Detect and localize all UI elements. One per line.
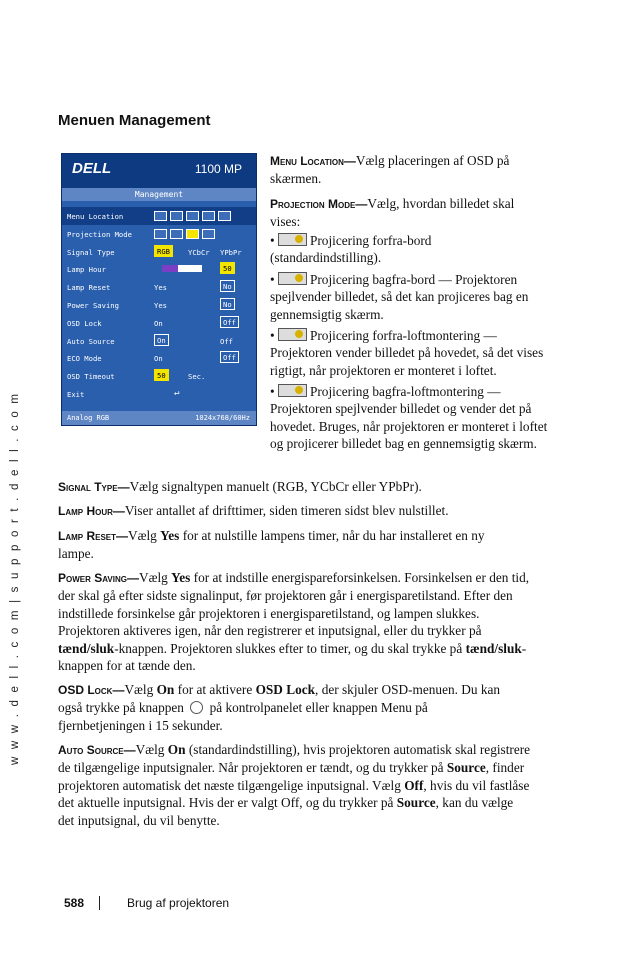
osd-row-power-saving: Power Saving Yes No: [62, 296, 256, 314]
front-ceiling-icon: [278, 328, 307, 341]
signal-type-text: Signal Type—Vælg signaltypen manuelt (RGB, YCbCr eller YPbPr).: [58, 479, 422, 494]
lamp-reset-text: Lamp Reset—Vælg Yes for at nulstille lampens timer, når du har installeret en ny lampe.: [58, 528, 485, 562]
osd-row-auto-source: Auto Source On Off: [67, 335, 233, 346]
rear-ceiling-icon: [278, 384, 307, 397]
osd-row-osd-lock: OSD Lock On Off: [62, 314, 256, 332]
front-table-icon: [278, 233, 307, 246]
osd-row-exit: Exit ↵: [67, 387, 180, 399]
page-number: 588: [64, 896, 85, 910]
osd-row-eco-mode: ECO Mode On Off: [62, 349, 256, 367]
osd-menu-title: Management: [62, 188, 256, 201]
lamp-hour-text: Lamp Hour—Viser antallet af drifttimer, siden timeren sidst blev nulstillet.: [58, 503, 449, 518]
exit-icon: ↵: [174, 387, 180, 398]
bullet-rear-ceiling: • Projicering bagfra-loftmontering — Projektoren spejlvender billedet og vender det på hovedet. Bruges, når projektoren er monteret i loftet og projicerer billedet bag en gennemsigtig skærm.: [270, 384, 548, 452]
page-heading: Menuen Management: [58, 112, 211, 129]
side-url: w w w . d e l l . c o m | s u p p o r t . d e l l . c o m: [9, 391, 21, 765]
menu-location-text: Menu Location—Vælg placeringen af OSD på skærmen.: [270, 153, 510, 187]
bullet-front-ceiling: • Projicering forfra-loftmontering — Projektoren vender billedet på hovedet, så det vises rigtigt, når projektoren er monteret i loftet.: [270, 328, 544, 378]
osd-row-lamp-hour: Lamp Hour 50: [62, 260, 256, 278]
osd-row-signal-type: Signal Type RGB YCbCr YPbPr: [67, 246, 242, 257]
osd-screenshot: DELL 1100 MP Management Menu Location Projection Mode Signal Type RGB YCbCr YPbPr Lamp Hour 50 Lamp Reset Yes No Power Saving Yes No OSD Lock On Off Auto Source On Off ECO Mode On Off OSD Timeout 50 Sec. Exit ↵ Analog RGB 1024x768/60Hz: [61, 153, 257, 426]
bullet-rear-table: • Projicering bagfra-bord — Projektoren spejlvender billedet, så det kan projiceres bag en gennemsigtig skærm.: [270, 272, 529, 322]
auto-source-text: Auto Source—Vælg On (standardindstilling), hvis projektoren automatisk skal registrere de tilgængelige inputsignaler. Når projektoren er tændt, og du trykker på Source, finder projektoren automatisk det næste tilgængelige inputsignal. Vælg Off, hvis du vil fastlåse det aktuelle inputsignal. Hvis der er valgt Off, og du trykker på Source, kan du vælge det inputsignal, du vil benytte.: [58, 742, 531, 828]
osd-lock-text: OSD Lock—Vælg On for at aktivere OSD Lock, der skjuler OSD-menuen. Du kan også trykke på knappen på kontrolpanelet eller knappen Menu på fjernbetjeningen i 15 sekunder.: [58, 682, 501, 733]
power-saving-text: Power Saving—Vælg Yes for at indstille energispareforsinkelsen. Forsinkelsen er den tid, der skal gå efter sidste signalinput, før projektoren går i energisparetilstand. Efter den indstillede forsinkelse går projektoren i energisparetilstand, og lampen slukkes. Projektoren aktiveres igen, når den registrerer et inputsignal, eller du trykker på tænd/sluk-knappen. Projektoren slukkes efter to timer, og du skal trykke på tænd/sluk-knappen for at tænde den.: [58, 570, 530, 674]
osd-row-menu-location: Menu Location: [62, 207, 256, 225]
dell-logo: DELL: [72, 160, 112, 177]
menu-button-icon: [190, 701, 203, 714]
footer-chapter: Brug af projektoren: [127, 896, 230, 910]
bullet-front-table: • Projicering forfra-bord (standardindstilling).: [270, 233, 432, 266]
osd-row-osd-timeout: OSD Timeout 50 Sec.: [67, 371, 206, 382]
model-label: 1100 MP: [194, 162, 242, 176]
rear-table-icon: [278, 272, 307, 285]
footer-divider: [99, 896, 100, 910]
projection-mode-text: Projection Mode—Vælg, hvordan billedet skal vises:: [270, 196, 515, 230]
osd-row-lamp-reset: Lamp Reset Yes No: [62, 278, 256, 296]
osd-row-projection-mode: Projection Mode: [62, 225, 256, 243]
